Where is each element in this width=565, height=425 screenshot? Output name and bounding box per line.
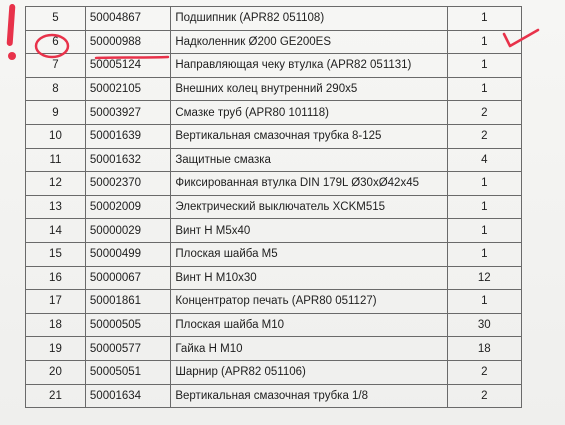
table-row xyxy=(26,124,522,148)
part-description-cell: Смазке труб (APR80 101118) xyxy=(171,101,447,125)
quantity-cell: 2 xyxy=(447,124,521,148)
quantity-cell: 1 xyxy=(447,7,521,31)
part-code-cell: 50001634 xyxy=(85,384,170,408)
part-description-cell: Винт H M10x30 xyxy=(171,266,447,290)
table-row xyxy=(26,219,522,243)
part-description-cell: Вертикальная смазочная трубка 8-125 xyxy=(171,124,447,148)
quantity-cell: 1 xyxy=(447,54,521,78)
quantity-cell: 1 xyxy=(447,219,521,243)
quantity-cell: 12 xyxy=(447,266,521,290)
table-row xyxy=(26,30,522,54)
part-code-cell: 50004867 xyxy=(85,7,170,31)
table-row xyxy=(26,313,522,337)
row-number-cell: 5 xyxy=(26,7,86,31)
quantity-cell: 2 xyxy=(447,384,521,408)
quantity-cell: 2 xyxy=(447,101,521,125)
row-number-cell: 15 xyxy=(26,242,86,266)
row-number-cell: 9 xyxy=(26,101,86,125)
row-number-cell: 18 xyxy=(26,313,86,337)
table-row xyxy=(26,290,522,314)
quantity-cell: 4 xyxy=(447,148,521,172)
row-number-cell: 19 xyxy=(26,337,86,361)
table-row xyxy=(26,242,522,266)
part-code-cell: 50001632 xyxy=(85,148,170,172)
part-code-cell: 50005051 xyxy=(85,360,170,384)
quantity-cell: 1 xyxy=(447,77,521,101)
part-description-cell: Вертикальная смазочная трубка 1/8 xyxy=(171,384,447,408)
parts-table-body xyxy=(26,7,522,408)
part-code-cell: 50005124 xyxy=(85,54,170,78)
exclamation-mark-dot xyxy=(8,52,16,60)
row-number-cell: 13 xyxy=(26,195,86,219)
part-code-cell: 50002370 xyxy=(85,172,170,196)
part-code-cell: 50000029 xyxy=(85,219,170,243)
part-code-cell: 50002009 xyxy=(85,195,170,219)
part-description-cell: Плоская шайба M10 xyxy=(171,313,447,337)
table-row xyxy=(26,337,522,361)
row-number-cell: 20 xyxy=(26,360,86,384)
quantity-cell: 1 xyxy=(447,290,521,314)
part-description-cell: Плоская шайба M5 xyxy=(171,242,447,266)
table-row xyxy=(26,77,522,101)
quantity-cell: 18 xyxy=(447,337,521,361)
table-row xyxy=(26,360,522,384)
part-code-cell: 50001639 xyxy=(85,124,170,148)
table-row xyxy=(26,266,522,290)
table-row xyxy=(26,384,522,408)
part-code-cell: 50000505 xyxy=(85,313,170,337)
part-code-cell: 50000988 xyxy=(85,30,170,54)
part-description-cell: Гайка H M10 xyxy=(171,337,447,361)
row-number-cell: 17 xyxy=(26,290,86,314)
quantity-cell: 1 xyxy=(447,172,521,196)
row-number-cell: 14 xyxy=(26,219,86,243)
part-description-cell: Концентратор печать (APR80 051127) xyxy=(171,290,447,314)
quantity-cell: 2 xyxy=(447,360,521,384)
part-description-cell: Винт H M5x40 xyxy=(171,219,447,243)
part-description-cell: Направляющая чеку втулка (APR82 051131) xyxy=(171,54,447,78)
table-row xyxy=(26,7,522,31)
row-number-cell: 21 xyxy=(26,384,86,408)
quantity-cell: 1 xyxy=(447,195,521,219)
row-number-cell: 8 xyxy=(26,77,86,101)
row-number-cell: 6 xyxy=(26,30,86,54)
quantity-cell: 1 xyxy=(447,30,521,54)
row-number-cell: 11 xyxy=(26,148,86,172)
table-row xyxy=(26,148,522,172)
part-code-cell: 50003927 xyxy=(85,101,170,125)
part-description-cell: Надколенник Ø200 GE200ES xyxy=(171,30,447,54)
table-row xyxy=(26,54,522,78)
part-description-cell: Защитные смазка xyxy=(171,148,447,172)
quantity-cell: 1 xyxy=(447,242,521,266)
parts-table xyxy=(25,6,522,408)
part-description-cell: Шарнир (APR82 051106) xyxy=(171,360,447,384)
part-description-cell: Внешних колец внутренний 290x5 xyxy=(171,77,447,101)
table-row xyxy=(26,195,522,219)
row-number-cell: 16 xyxy=(26,266,86,290)
part-description-cell: Подшипник (APR82 051108) xyxy=(171,7,447,31)
quantity-cell: 30 xyxy=(447,313,521,337)
part-code-cell: 50002105 xyxy=(85,77,170,101)
part-code-cell: 50000067 xyxy=(85,266,170,290)
row-number-cell: 10 xyxy=(26,124,86,148)
exclamation-mark-bar xyxy=(7,4,16,46)
part-description-cell: Электрический выключатель XCKM515 xyxy=(171,195,447,219)
table-row xyxy=(26,172,522,196)
part-description-cell: Фиксированная втулка DIN 179L Ø30xØ42x45 xyxy=(171,172,447,196)
part-code-cell: 50001861 xyxy=(85,290,170,314)
part-code-cell: 50000577 xyxy=(85,337,170,361)
row-number-cell: 12 xyxy=(26,172,86,196)
row-number-cell: 7 xyxy=(26,54,86,78)
table-row xyxy=(26,101,522,125)
part-code-cell: 50000499 xyxy=(85,242,170,266)
